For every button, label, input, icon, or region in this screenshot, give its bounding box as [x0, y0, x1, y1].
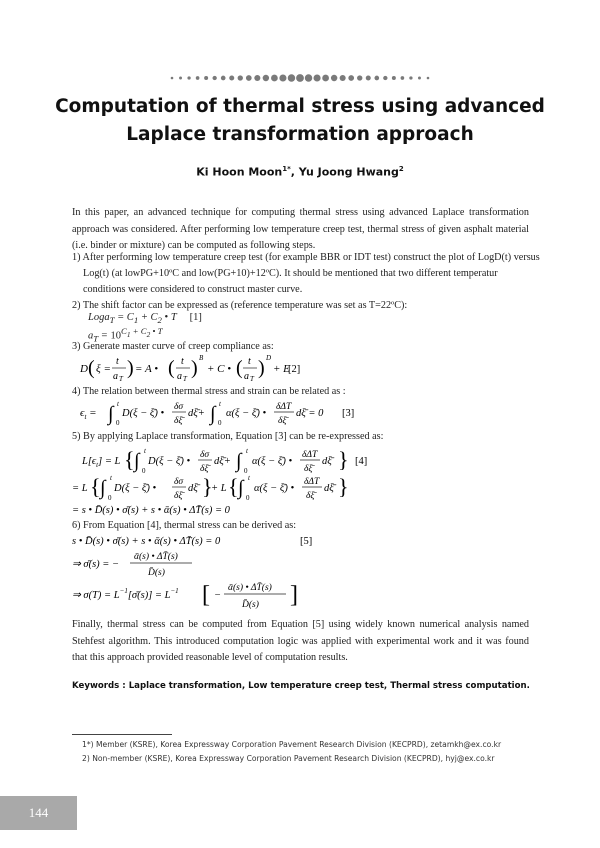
author-separator: , — [290, 165, 299, 179]
svg-text:ξ =: ξ = — [96, 363, 111, 375]
svg-text:t: t — [248, 356, 251, 367]
svg-text:δξ̄: δξ̄ — [304, 464, 313, 474]
svg-text:δΔT: δΔT — [276, 402, 292, 412]
svg-text:δξ̄: δξ̄ — [174, 491, 183, 501]
equation-3-tag: [3] — [342, 408, 355, 419]
svg-text:]: ] — [290, 582, 298, 608]
svg-text:(: ( — [88, 357, 95, 379]
decorative-dot — [221, 76, 226, 81]
svg-text:D(ξ − ξ̄) •: D(ξ − ξ̄) • — [148, 456, 191, 467]
step-1-text: 1) After performing low temperature creep test (for example BBR or IDT test) construct the plot of LogD(t) versus Log(t) (at lowPG+10ºC and low(PG+10)+12ºC). It should be mentioned that two different temperatur conditions were considered to construct master curve. — [72, 252, 540, 296]
svg-text:T: T — [119, 375, 123, 383]
decorative-dot — [331, 75, 337, 81]
step-6-text: 6) From Equation [4], thermal stress can be derived as: — [72, 520, 297, 531]
svg-text:(: ( — [168, 357, 175, 379]
svg-text:): ) — [191, 357, 198, 379]
svg-text:0: 0 — [116, 419, 120, 427]
decorative-dot — [187, 76, 190, 79]
svg-text:t: t — [248, 474, 250, 482]
svg-text:t: t — [116, 356, 119, 367]
svg-text:): ) — [258, 357, 265, 379]
equation-5-tag: [5] — [300, 536, 313, 547]
decorative-dot — [427, 77, 430, 80]
svg-text:t: t — [110, 474, 112, 482]
svg-text:δσ: δσ — [174, 402, 184, 412]
svg-text:∫: ∫ — [238, 477, 244, 499]
svg-text:δξ̄: δξ̄ — [278, 416, 287, 426]
author-2: Yu Joong Hwang — [298, 165, 399, 179]
svg-text:): ) — [127, 357, 134, 379]
svg-text:∫: ∫ — [100, 477, 106, 499]
decorative-dot — [383, 76, 387, 80]
svg-text:s • D̄(s) • σ̄(s) + s •: s • D̄(s) • σ̄(s) + s • ᾱ(s) • ΔT̄(s) = 0 — [72, 536, 221, 547]
equation-3 — [80, 398, 380, 428]
svg-text:{: { — [228, 474, 239, 499]
svg-text:δσ: δσ — [174, 477, 184, 487]
svg-text:dξ̄: dξ̄ — [322, 456, 332, 467]
svg-text:−: − — [214, 590, 222, 601]
equation-1-line-1: Loga$_T$ = $C_1 + C_2$ • T [1] — [88, 312, 202, 326]
equation-1-tag: [1] — [189, 312, 202, 323]
svg-text:D̄(s): D̄(s) — [242, 600, 259, 610]
svg-text:∫: ∫ — [108, 403, 114, 425]
svg-text:dξ̄: dξ̄ — [324, 483, 334, 494]
svg-text:D(ξ − ξ̄) •: D(ξ − ξ̄) • — [122, 408, 165, 419]
svg-text:⇒ σ(T) = L−1[σ̄(s)] = L−1: ⇒ $\sigma(T) = L^{-1}[\sigmā(s)] = L^{-1}$ — [72, 587, 179, 601]
svg-text:t: t — [181, 356, 184, 367]
svg-text:+ C •: + C • — [207, 363, 232, 375]
svg-text:T: T — [250, 375, 254, 383]
svg-text:T: T — [183, 375, 187, 383]
svg-text:D: D — [266, 354, 272, 362]
svg-text:δΔT: δΔT — [304, 477, 320, 487]
decorative-dot — [279, 74, 286, 81]
decorative-dot — [418, 77, 421, 80]
author-2-affiliation-mark: 2 — [398, 165, 404, 173]
decorative-dot — [263, 75, 269, 81]
decorative-dot — [340, 75, 346, 81]
svg-text:0: 0 — [246, 494, 250, 502]
equation-4-tag: [4] — [355, 456, 368, 467]
decorative-dot-row — [0, 73, 600, 83]
equation-5 — [72, 532, 372, 612]
footnote-2: 2) Non-member (KSRE), Korea Expressway Corporation Pavement Research Division (KECPRD), hyj@ex.co.kr — [82, 754, 495, 763]
equation-2 — [80, 352, 340, 386]
svg-text:α(ξ − ξ̄) •: α(ξ − ξ̄) • — [252, 456, 293, 467]
svg-text:a: a — [244, 371, 249, 382]
keywords-line: Keywords : Laplace transformation, Low temperature creep test, Thermal stress computation. — [72, 681, 530, 691]
page-number: 144 — [28, 805, 49, 820]
svg-text:ᾱ(s) • ΔT̄(s): ᾱ(s) • ΔT̄(s) — [228, 583, 272, 593]
svg-text:ϵt =: $\epsilon_t$ = — [80, 407, 97, 421]
svg-text:δξ̄: δξ̄ — [306, 491, 315, 501]
svg-text:a: a — [113, 371, 118, 382]
svg-text:[: [ — [202, 582, 210, 608]
svg-text:a: a — [177, 371, 182, 382]
equation-4 — [72, 444, 402, 518]
svg-text:}: } — [202, 474, 213, 499]
step-5-text: 5) By applying Laplace transformation, Equation [3] can be re-expressed as: — [72, 431, 384, 442]
decorative-dot — [305, 74, 312, 81]
decorative-dot — [322, 75, 329, 82]
svg-text:}: } — [338, 447, 349, 472]
svg-text:{: { — [90, 474, 101, 499]
svg-text:0: 0 — [218, 419, 222, 427]
decorative-dot — [171, 77, 174, 80]
svg-text:D̄(s): D̄(s) — [148, 568, 165, 578]
author-line — [0, 165, 600, 179]
svg-text:t: t — [144, 447, 146, 455]
svg-text:δΔT: δΔT — [302, 450, 318, 460]
decorative-dot — [271, 75, 278, 82]
svg-text:+ L: + L — [211, 483, 227, 494]
svg-text:dξ̄+: dξ̄+ — [214, 456, 231, 467]
svg-text:L[ϵt] = L: $L[\epsilon_t] = L$ — [82, 456, 121, 469]
decorative-dot — [366, 75, 371, 80]
svg-text:= L: = L — [72, 483, 88, 494]
decorative-dot — [409, 76, 412, 79]
svg-text:0: 0 — [244, 467, 248, 475]
svg-text:∫: ∫ — [210, 403, 216, 425]
svg-text:α(ξ − ξ̄) •: α(ξ − ξ̄) • — [254, 483, 295, 494]
svg-text:t: t — [117, 400, 119, 408]
svg-text:D(ξ − ξ̄) •: D(ξ − ξ̄) • — [114, 483, 157, 494]
decorative-dot — [374, 76, 379, 81]
equation-2-tag: [2] — [288, 364, 301, 375]
decorative-dot — [179, 77, 182, 80]
svg-text:= A •: = A • — [135, 363, 159, 375]
svg-text:dξ̄: dξ̄ — [188, 483, 198, 494]
svg-text:∫: ∫ — [134, 450, 140, 472]
page-number-box — [0, 796, 77, 830]
equation-1-line-2: $a_T = 10^{C_1 + C_2 • T}$ — [88, 326, 163, 344]
svg-text:B: B — [199, 354, 204, 362]
step-4-text: 4) The relation between thermal stress and strain can be related as : — [72, 386, 346, 397]
svg-text:{: { — [124, 447, 135, 472]
decorative-dot — [254, 75, 260, 81]
step-1 — [72, 250, 542, 299]
decorative-dot — [392, 76, 396, 80]
svg-text:δξ̄: δξ̄ — [200, 464, 209, 474]
svg-text:t: t — [219, 400, 221, 408]
decorative-dot — [357, 75, 362, 80]
decorative-dot — [204, 76, 208, 80]
decorative-dot — [238, 75, 243, 80]
conclusion-paragraph: Finally, thermal stress can be computed from Equation [5] using widely known numerical analysis named Stehfest algorithm. This introduced computation logic was applied with experimental work and it was found that this approach provided reasonable level of computation results. — [72, 619, 529, 664]
svg-text:α(ξ − ξ̄) •: α(ξ − ξ̄) • — [226, 408, 267, 419]
step-5 — [72, 429, 542, 445]
abstract-paragraph: In this paper, an advanced technique for computing thermal stress using advanced Laplace transformation approach was considered. After performing low temperature creep test, thermal stress of given asphalt material (i.e. binder or mixture) can be computed as following steps. — [72, 207, 529, 252]
decorative-dot — [196, 76, 200, 80]
svg-text:δσ: δσ — [200, 450, 210, 460]
paper-title: Computation of thermal stress using advanced Laplace transformation approach — [55, 96, 545, 145]
decorative-dot — [296, 74, 304, 82]
decorative-dot — [314, 74, 321, 81]
svg-text:}: } — [338, 474, 349, 499]
svg-text:0: 0 — [108, 494, 112, 502]
svg-text:⇒ σ̄(s) = −: ⇒ σ̄(s) = − — [72, 559, 120, 570]
footnote-1: 1*) Member (KSRE), Korea Expressway Corporation Pavement Research Division (KECPRD), zetamkh@ex.co.kr — [82, 740, 502, 749]
svg-text:dξ̄+: dξ̄+ — [188, 408, 205, 419]
decorative-dot — [246, 75, 252, 81]
author-1: Ki Hoon Moon — [196, 165, 283, 179]
decorative-dot — [348, 75, 354, 81]
svg-text:∫: ∫ — [236, 450, 242, 472]
decorative-dot — [213, 76, 217, 80]
svg-text:+ E: + E — [273, 363, 290, 375]
decorative-dot — [288, 74, 295, 81]
svg-text:= s • D̄(s) • σ̄(s) + s •: = s • D̄(s) • σ̄(s) + s • ᾱ(s) • ΔT̄(s) = 0 — [72, 505, 230, 516]
svg-text:t: t — [246, 447, 248, 455]
decorative-dot — [229, 75, 234, 80]
author-1-affiliation-mark: 1* — [282, 165, 291, 173]
step-2-text: 2) The shift factor can be expressed as (reference temperature was set as T=22ºC): — [72, 300, 408, 311]
decorative-dot — [401, 76, 405, 80]
footnote-divider — [72, 734, 172, 735]
svg-text:(: ( — [236, 357, 243, 379]
svg-text:D: D — [80, 363, 88, 375]
svg-text:ᾱ(s) • ΔT̄(s): ᾱ(s) • ΔT̄(s) — [134, 552, 178, 562]
svg-text:dξ̄ = 0: dξ̄ = 0 — [296, 408, 324, 419]
svg-text:δξ̄: δξ̄ — [174, 416, 183, 426]
step-3-text: 3) Generate master curve of creep compliance as: — [72, 341, 274, 352]
svg-text:0: 0 — [142, 467, 146, 475]
